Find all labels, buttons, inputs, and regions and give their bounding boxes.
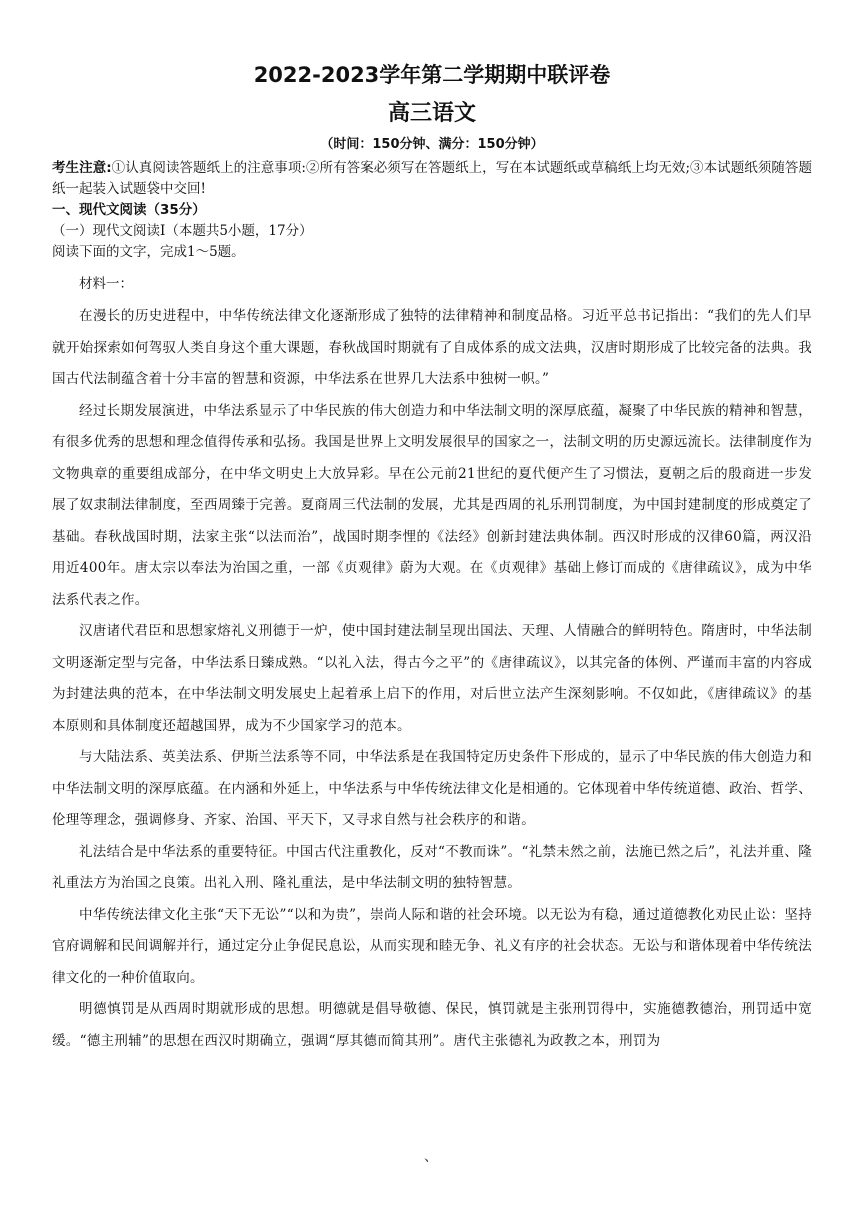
exam-page [52,58,812,1057]
paragraph: 与大陆法系、英美法系、伊斯兰法系等不同，中华法系是在我国特定历史条件下形成的，显示了中华民族的伟大创造力和中华法制文明的深厚底蕴。在内涵和外延上，中华法系与中华传统法律文化是相通的。它体现着中华传统道德、政治、哲学、伦理等理念，强调修身、齐家、治国、平天下，又寻求自然与社会秩序的和谐。 [52,749,812,828]
notice-text: ①认真阅读答题纸上的注意事项:②所有答案必须写在答题纸上，写在本试题纸或草稿纸上均无效;③本试题纸须随答题纸一起装入试题袋中交回! [52,160,812,197]
paragraph: 中华传统法律文化主张“天下无讼”“以和为贵”，崇尚人际和谐的社会环境。以无讼为有稳，通过道德教化劝民止讼：坚持官府调解和民间调解并行，通过定分止争促民息讼，从而实现和睦无争、礼义有序的社会状态。无讼与和谐体现着中华传统法律文化的一种价值取向。 [52,906,812,986]
paragraph: 明德慎罚是从西周时期就形成的思想。明德就是倡导敬德、保民，慎罚就是主张刑罚得中，实施德教德治，刑罚适中宽缓。“德主刑辅”的思想在西汉时期确立，强调“厚其德而简其刑”。唐代主张德礼为政教之本，刑罚为 [52,1001,812,1049]
section-heading: 一、现代文阅读（35分） [52,202,206,218]
exam-title: 2022-2023学年第二学期期中联评卷 [253,63,611,87]
exam-time-info: （时间：150分钟、满分：150分钟） [320,137,544,152]
paragraph: 礼法结合是中华法系的重要特征。中国古代注重教化，反对“不教而诛”。“礼禁未然之前，法施已然之后”，礼法并重、隆礼重法方为治国之良策。出礼入刑、隆礼重法，是中华法制文明的独特智慧。 [52,843,812,891]
candidate-notice [52,158,812,200]
paragraph: 在漫长的历史进程中，中华传统法律文化逐渐形成了独特的法律精神和制度品格。习近平总书记指出：“我们的先人们早就开始探索如何驾驭人类自身这个重大课题，春秋战国时期就有了自成体系的成文法典，汉唐时期形成了比较完备的法典。我国古代法制蕴含着十分丰富的智慧和资源，中华法系在世界几大法系中独树一帜。” [52,308,812,387]
footer-mark: 、 [424,1149,438,1165]
material-label: 材料一： [79,276,133,292]
exam-subject: 高三语文 [387,101,476,126]
notice-label: 考生注意: [52,160,112,176]
subsection-heading: （一）现代文阅读Ⅰ（本题共5小题，17分） [52,223,313,239]
paragraph: 汉唐诸代君臣和思想家熔礼义刑德于一炉，使中国封建法制呈现出国法、天理、人情融合的鲜明特色。隋唐时，中华法制文明逐渐定型与完备，中华法系日臻成熟。“以礼入法，得古今之平”的《唐律疏议》，以其完备的体例、严谨而丰富的内容成为封建法典的范本，在中华法制文明发展史上起着承上启下的作用，对后世立法产生深刻影响。不仅如此，《唐律疏议》的基本原则和具体制度还超越国界，成为不少国家学习的范本。 [52,623,812,734]
paragraph: 经过长期发展演进，中华法系显示了中华民族的伟大创造力和中华法制文明的深厚底蕴，凝聚了中华民族的精神和智慧，有很多优秀的思想和理念值得传承和弘扬。我国是世界上文明发展很早的国家之一，法制文明的历史源远流长。法律制度作为文物典章的重要组成部分，在中华文明史上大放异彩。早在公元前21世纪的夏代便产生了习惯法，夏朝之后的殷商进一步发展了奴隶制法律制度，至西周臻于完善。夏商周三代法制的发展，尤其是西周的礼乐刑罚制度，为中国封建制度的形成奠定了基础。春秋战国时期，法家主张“以法而治”，战国时期李悝的《法经》创新封建法典体制。西汉时形成的汉律60篇，两汉沿用近400年。唐太宗以奉法为治国之重，一部《贞观律》蔚为大观。在《贞观律》基础上修订而成的《唐律疏议》，成为中华法系代表之作。 [52,402,812,608]
reading-instruction: 阅读下面的文字，完成1～5题。 [52,244,245,260]
